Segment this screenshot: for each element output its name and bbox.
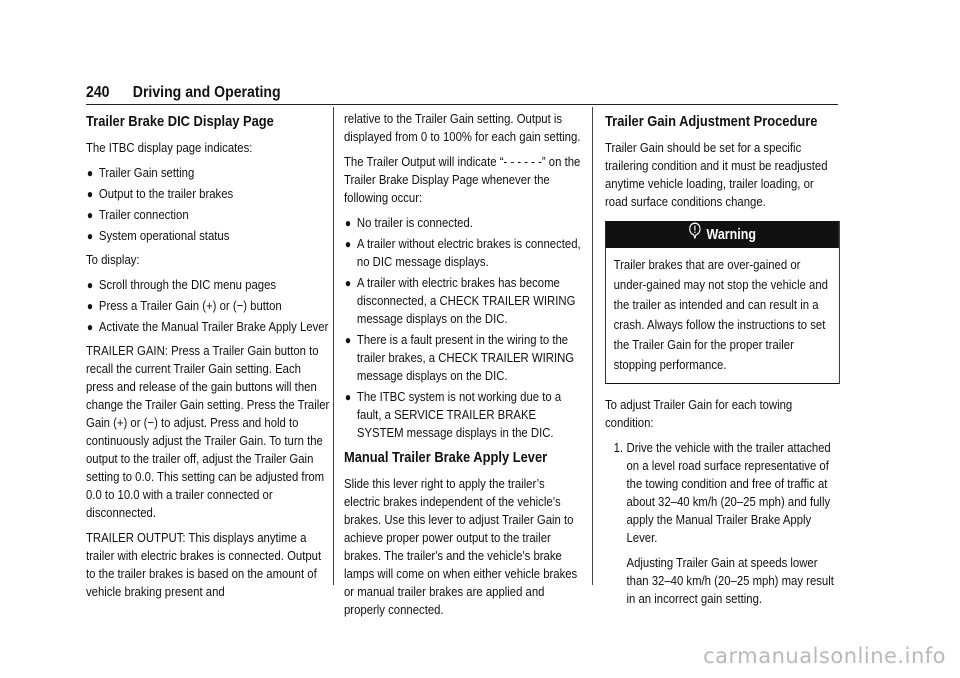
list-item: ● A trailer without electric brakes is connected, no DIC message displays. [344,236,581,269]
list-item: ● Trailer connection [86,207,189,222]
bullet-icon: ● [86,208,94,222]
manual-lever-paragraph: Slide this lever right to apply the trailer’s electric brakes independent of the vehicle’s brakes. Use this lever to adjust Trailer Gain to achieve proper power output to the trailer brakes. The trailer's and the vehicle's brake lamps will come on when either vehicle brakes or manual trailer brakes are applied and properly connected. [344,476,578,617]
bullet-icon: ● [86,187,94,201]
bullet-icon: ● [344,390,352,404]
list-item [605,439,839,608]
step-note: Adjusting Trailer Gain at speeds lower than 32–40 km/h (20–25 mph) may result in an incorrect gain setting. [626,555,834,606]
page-header [86,84,281,102]
list-item: ● Trailer Gain setting [86,165,195,180]
bullet-icon: ● [86,229,94,243]
bullet-icon: ● [86,166,94,180]
list-item: ● A trailer with electric brakes has become disconnected, a CHECK TRAILER WIRING message displays on the DIC. [344,275,576,326]
intro-text: The ITBC display page indicates: [86,140,253,155]
gain-procedure-heading: Trailer Gain Adjustment Procedure [605,113,818,130]
list-item: ● Activate the Manual Trailer Brake Apply Lever [86,319,329,334]
page-number: 240 [86,84,110,101]
trailer-gain-paragraph: TRAILER GAIN: Press a Trailer Gain button to recall the current Trailer Gain setting. Each press and release of the gain buttons will then change the Trailer Gain setting. Press the Trailer Gain (+) or (−) to adjust. Press and hold to continuously adjust the Trailer Gain. To turn the output to the trailer off, adjust the Trailer Gain setting to 0.0. This setting can be adjusted from 0.0 to 10.0 with a trailer connected or disconnected. [86,343,330,520]
bullet-icon: ● [86,320,94,334]
step-number: 1. [613,440,624,455]
list-item: ● Press a Trailer Gain (+) or (−) button [86,298,282,313]
warning-exclamation-icon [688,222,701,248]
bullet-icon: ● [344,237,352,251]
to-display-list [86,276,330,336]
display-page-heading: Trailer Brake DIC Display Page [86,113,274,130]
column-divider [333,107,334,585]
list-item: ● System operational status [86,228,230,243]
column-divider [592,107,593,585]
manual-lever-heading: Manual Trailer Brake Apply Lever [344,449,548,466]
bullet-icon: ● [344,333,352,347]
adjust-label: To adjust Trailer Gain for each towing condition: [605,397,793,430]
indicates-list [86,164,330,245]
steps-list [605,439,839,608]
bullet-icon: ● [344,276,352,290]
section-title: Driving and Operating [132,84,281,101]
occurrences-list [344,214,583,442]
list-item: ● Output to the trailer brakes [86,186,234,201]
procedure-intro: Trailer Gain should be set for a specific trailering condition and it must be readjusted anytime vehicle loading, trailer loading, or road surface conditions change. [605,140,828,209]
output-indicate-paragraph: The Trailer Output will indicate “- - - - - -” on the Trailer Brake Display Page whenever the following occur: [344,154,581,205]
trailer-output-paragraph: TRAILER OUTPUT: This displays anytime a trailer with electric brakes is connected. Output to the trailer brakes is based on the amount of vehicle braking present and [86,530,322,599]
header-rule [86,104,838,105]
step-text: Drive the vehicle with the trailer attached on a level road surface representative of the towing condition and free of traffic at about 32–40 km/h (20–25 mph) and fully apply the Manual Trailer Brake Apply Lever. [626,440,831,545]
watermark: carmanualsonline.info [703,644,946,668]
warning-title: Warning [706,227,756,243]
bullet-icon: ● [344,216,352,230]
list-item: ● The ITBC system is not working due to a fault, a SERVICE TRAILER BRAKE SYSTEM message displays in the DIC. [344,389,562,440]
list-item: ● Scroll through the DIC menu pages [86,277,277,292]
bullet-icon: ● [86,278,94,292]
list-item: ● No trailer is connected. [344,215,473,230]
column-1 [86,110,331,608]
column-2 [344,110,584,626]
continued-paragraph: relative to the Trailer Gain setting. Output is displayed from 0 to 100% for each gain setting. [344,111,581,144]
column-3 [605,110,840,615]
warning-text: Trailer brakes that are over-gained or under-gained may not stop the vehicle and the trailer as intended and can result in a crash. Always follow the instructions to set the Trailer Gain for the proper trailer stopping performance. [613,257,828,372]
warning-header [606,222,839,248]
warning-box [605,221,839,384]
bullet-icon: ● [86,299,94,313]
list-item: ● There is a fault present in the wiring to the trailer brakes, a CHECK TRAILER WIRING message displays on the DIC. [344,332,575,383]
to-display-label: To display: [86,252,140,267]
